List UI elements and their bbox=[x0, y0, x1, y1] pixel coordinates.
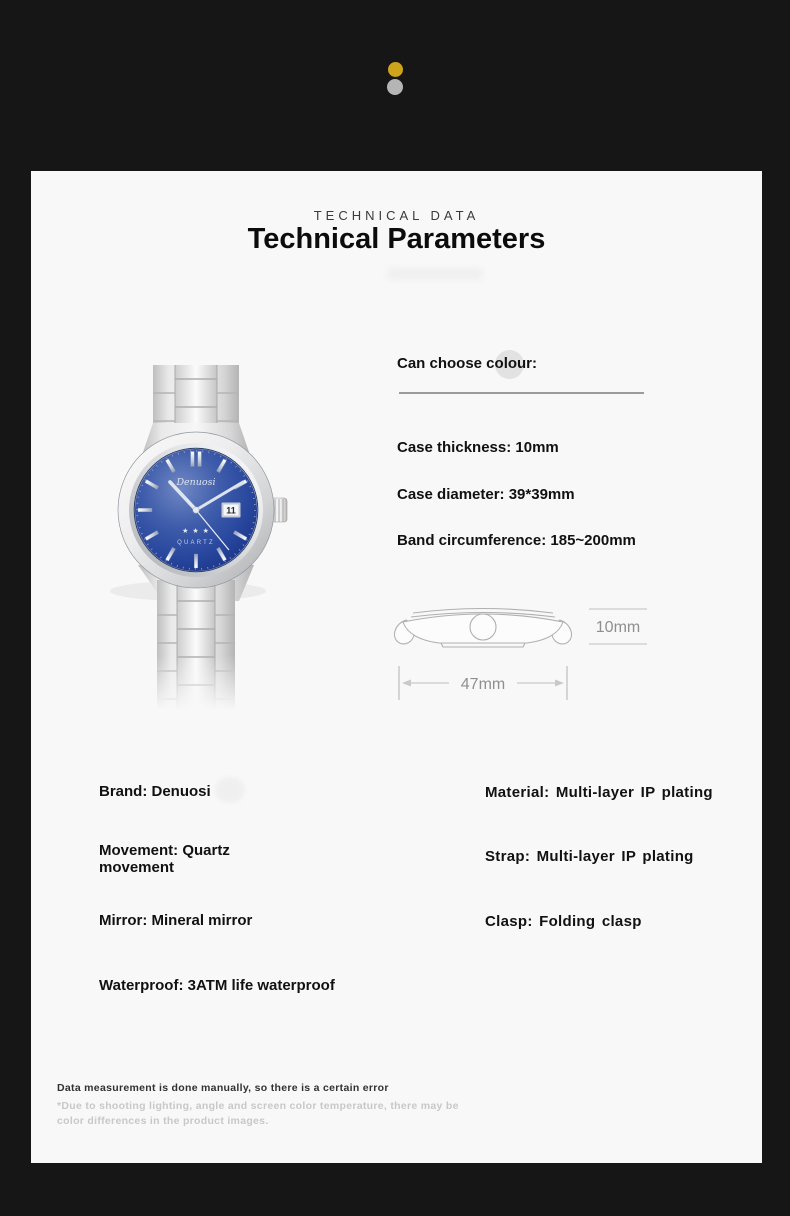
color-option-label: Can choose colour: bbox=[397, 355, 538, 372]
dimension-diagram bbox=[391, 600, 651, 710]
dial-brand-logo: Denuosi bbox=[176, 477, 216, 488]
spec-material: Material: Multi-layer IP plating bbox=[485, 784, 713, 801]
spec-case-diameter: Case diameter: 39*39mm bbox=[397, 486, 575, 503]
watch-product-image bbox=[108, 335, 293, 720]
decor-dot-gold bbox=[388, 62, 403, 77]
spec-mirror: Mirror: Mineral mirror bbox=[99, 912, 253, 929]
spec-brand: Brand: Denuosi bbox=[99, 783, 211, 800]
divider-line bbox=[399, 392, 644, 394]
thickness-dimension bbox=[589, 609, 647, 644]
spec-strap: Strap: Multi-layer IP plating bbox=[485, 848, 694, 865]
width-dimension bbox=[399, 666, 567, 700]
spec-card bbox=[31, 171, 762, 1163]
section-eyebrow: TECHNICAL DATA bbox=[313, 208, 480, 223]
footnote-measurement: Data measurement is done manually, so there is a certain error bbox=[57, 1082, 389, 1094]
date-window bbox=[222, 503, 241, 518]
photo-smudge bbox=[215, 777, 245, 803]
title-reflection bbox=[387, 268, 483, 280]
watch-profile-drawing bbox=[395, 609, 572, 648]
date-value: 11 bbox=[226, 505, 236, 516]
decor-dot-gray bbox=[387, 79, 403, 95]
spec-waterproof: Waterproof: 3ATM life waterproof bbox=[99, 977, 335, 994]
thickness-dimension-label: 10mm bbox=[595, 619, 641, 636]
spec-band-circumference: Band circumference: 185~200mm bbox=[397, 532, 636, 549]
spec-case-thickness: Case thickness: 10mm bbox=[397, 439, 559, 456]
spec-movement: Movement: Quartz movement bbox=[99, 842, 230, 876]
page-title: Technical Parameters bbox=[247, 223, 546, 255]
width-dimension-label: 47mm bbox=[460, 676, 506, 693]
dial-quartz-label: QUARTZ bbox=[177, 540, 215, 546]
spec-clasp: Clasp: Folding clasp bbox=[485, 913, 642, 930]
footnote-color-disclaimer: *Due to shooting lighting, angle and screen color temperature, there may be color differences in the product images. bbox=[57, 1100, 459, 1127]
dial-stars: ★ ★ ★ bbox=[182, 528, 210, 535]
